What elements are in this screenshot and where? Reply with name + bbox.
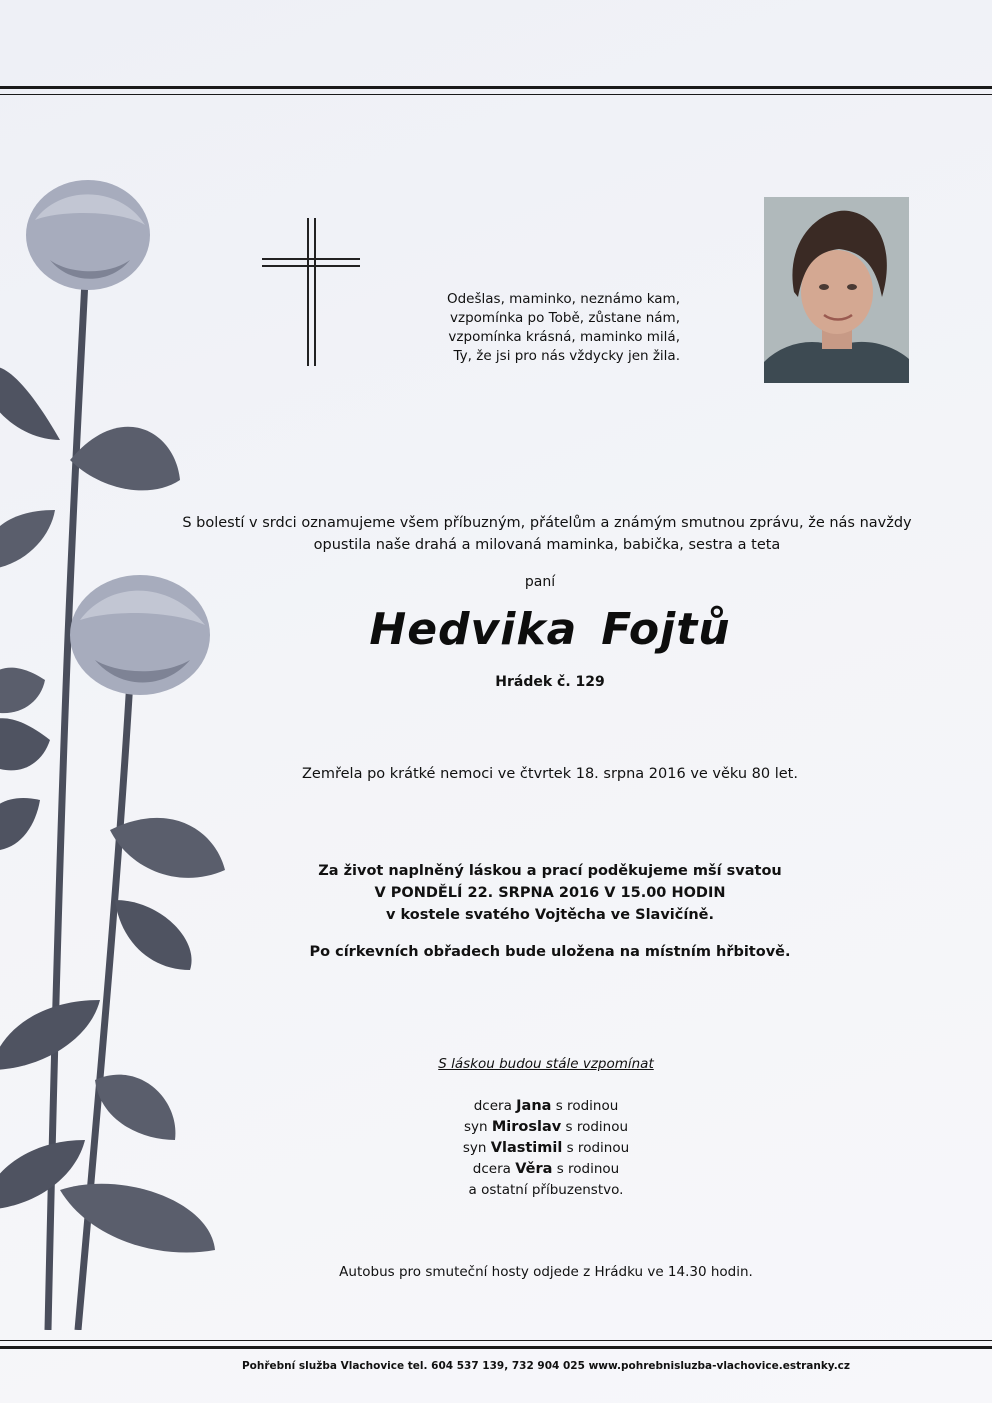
poem-line: vzpomínka krásná, maminko milá, <box>448 329 680 345</box>
mourner-suffix: s rodinou <box>556 1161 620 1177</box>
mourner-suffix: s rodinou <box>566 1140 630 1156</box>
death-notice: Zemřela po krátké nemoci ve čtvrtek 18. srpna 2016 ve věku 80 let. <box>302 766 798 782</box>
mourner-name: Miroslav <box>491 1119 562 1135</box>
deceased-name <box>300 604 800 655</box>
mourners-list <box>396 1096 696 1201</box>
mourner-suffix: s rodinou <box>555 1098 619 1114</box>
mourner-item <box>396 1117 696 1138</box>
portrait-photo <box>764 197 909 383</box>
mourner-name: Věra <box>515 1161 553 1177</box>
footer-contact: Pohřební služba Vlachovice tel. 604 537 139, 732 904 025 www.pohrebnisluzba-vlachovice.estranky.cz <box>241 1360 851 1372</box>
poem-line: vzpomínka po Tobě, zůstane nám, <box>450 310 680 326</box>
last-name: Fojtů <box>601 604 731 655</box>
mourner-item <box>396 1138 696 1159</box>
top-border-thick <box>0 86 992 89</box>
funeral-line: V PONDĚLÍ 22. SRPNA 2016 V 15.00 HODIN <box>374 885 726 901</box>
cross-icon <box>262 218 360 366</box>
mourner-relation: syn <box>463 1119 488 1135</box>
poem-line: Odešlas, maminko, neznámo kam, <box>446 291 680 307</box>
mourner-name: Jana <box>516 1098 552 1114</box>
announcement <box>150 512 944 556</box>
funeral-info <box>250 860 850 926</box>
mourner-item <box>396 1096 696 1117</box>
burial-notice: Po církevních obřadech bude uložena na místním hřbitově. <box>309 944 791 960</box>
mourner-relation: syn <box>462 1140 487 1156</box>
mourner-suffix: s rodinou <box>565 1119 629 1135</box>
funeral-line: v kostele svatého Vojtěcha ve Slavičíně. <box>386 907 714 923</box>
bottom-border-thick <box>0 1346 992 1349</box>
funeral-line: Za život naplněný láskou a prací poděkujeme mší svatou <box>318 863 782 879</box>
rose-decoration-icon <box>0 180 230 1330</box>
mourner-relation: dcera <box>473 1098 512 1114</box>
poem-line: Ty, že jsi pro nás vždycky jen žila. <box>453 348 680 364</box>
mourner-name: Vlastimil <box>490 1140 563 1156</box>
mourners-title: S láskou budou stále vzpomínat <box>438 1056 654 1072</box>
title-honorific: paní <box>524 574 556 590</box>
mourner-relation: dcera <box>472 1161 511 1177</box>
first-name: Hedvika <box>369 604 578 655</box>
top-border-thin <box>0 94 992 95</box>
bottom-border-thin <box>0 1340 992 1341</box>
deceased-address: Hrádek č. 129 <box>495 674 605 690</box>
poem <box>420 290 680 366</box>
announcement-line: opustila naše drahá a milovaná maminka, babička, sestra a teta <box>313 537 781 553</box>
announcement-line: S bolestí v srdci oznamujeme všem příbuzným, přátelům a známým smutnou zprávu, že nás navždy <box>182 515 912 531</box>
mourner-item <box>396 1159 696 1180</box>
bus-notice: Autobus pro smuteční hosty odjede z Hrádku ve 14.30 hodin. <box>339 1264 753 1280</box>
mourner-others: a ostatní příbuzenstvo. <box>468 1182 624 1198</box>
